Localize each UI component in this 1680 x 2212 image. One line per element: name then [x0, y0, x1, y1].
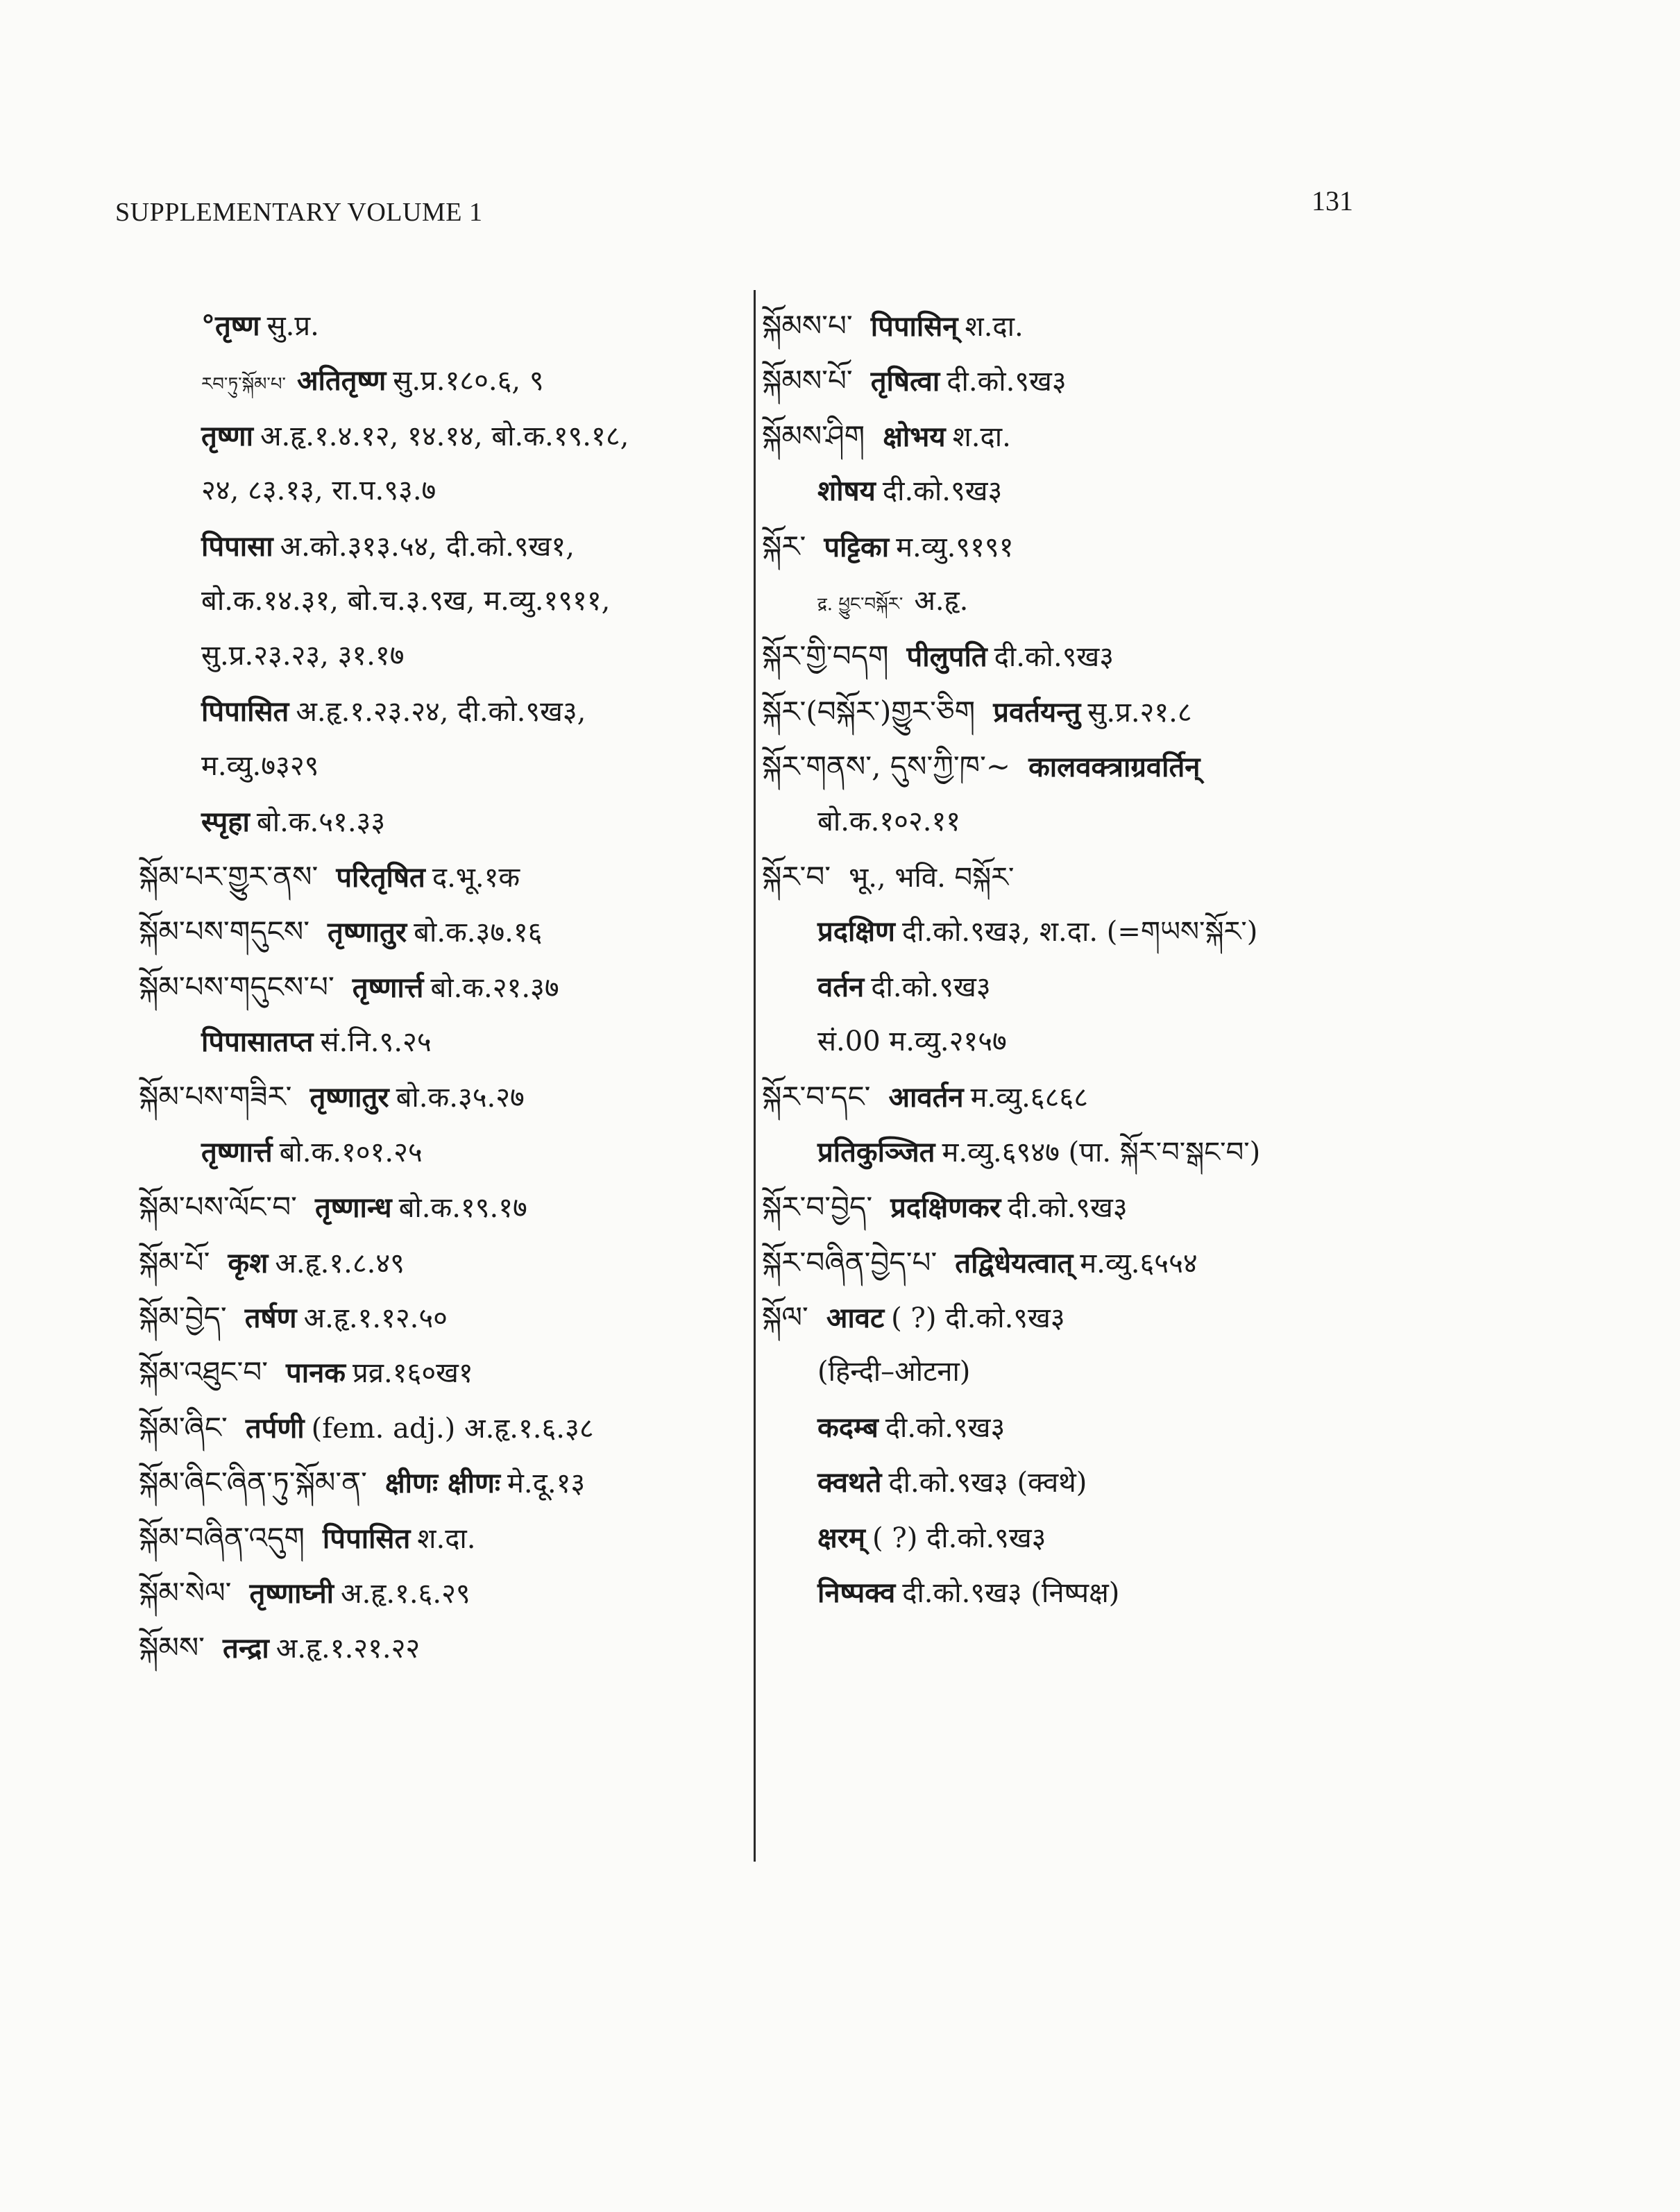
- dictionary-entry-line: [139, 463, 743, 518]
- dictionary-entry-line: [139, 519, 743, 574]
- source-reference: दी.को.९ख३, श.दा. (=གཡས་སྐོར་): [901, 916, 1258, 948]
- sanskrit-headword: पिपासित: [322, 1522, 411, 1555]
- source-reference: सु.प्र.: [266, 310, 319, 342]
- sanskrit-headword: पट्टिका: [824, 530, 890, 563]
- source-reference: म.व्यु.६५५४: [1080, 1247, 1198, 1279]
- source-reference: म.व्यु.९१९१: [896, 531, 1014, 563]
- source-reference: बो.क.३७.१६: [414, 917, 543, 949]
- dictionary-entry-line: [762, 463, 1456, 518]
- sanskrit-headword: पीलुपति: [906, 640, 987, 674]
- tibetan-term-small: རབ་ཏུ་སྐོམ་པ་: [201, 374, 286, 395]
- sanskrit-headword: तर्पणी: [245, 1411, 305, 1445]
- tibetan-term: སྐོམ་པར་གྱུར་ནས་: [139, 859, 319, 894]
- dictionary-entry-line: [762, 1455, 1456, 1510]
- sanskrit-headword: कदम्ब: [817, 1411, 879, 1444]
- source-reference: श.दा.: [952, 420, 1011, 453]
- source-reference: सु.प्र.१८०.६, ९: [393, 365, 544, 398]
- source-reference: श.दा.: [417, 1522, 476, 1555]
- tibetan-term: སྐོམ་པས་གདུངས་པ་: [139, 969, 334, 1004]
- right-column: [762, 298, 1456, 1620]
- dictionary-entry-line: [139, 1345, 743, 1399]
- tibetan-term: སྐོལ་: [762, 1300, 808, 1335]
- source-reference: सं.नि.९.२५: [320, 1026, 432, 1059]
- source-reference: मे.दू.१३: [507, 1467, 586, 1500]
- dictionary-entry-line: [139, 739, 743, 794]
- tibetan-term: སྐོམས་ཤིག: [762, 418, 865, 453]
- source-reference: बो.क.१४.३१, बो.च.३.९ख, म.व्यु.१९११,: [201, 584, 611, 617]
- dictionary-entry-line: [762, 1345, 1456, 1399]
- dictionary-entry-line: [139, 1125, 743, 1180]
- source-reference: बो.क.२१.३७: [430, 971, 559, 1004]
- sanskrit-headword: तृष्णार्त्त: [201, 1135, 273, 1168]
- dictionary-entry-line: [139, 1014, 743, 1069]
- tibetan-term: སྐོམ་པས་ལོང་བ་: [139, 1190, 297, 1225]
- column-divider: [754, 290, 756, 1862]
- tibetan-term: སྐོར་: [762, 529, 806, 563]
- dictionary-entry-line: [139, 1235, 743, 1290]
- tibetan-term: སྐོམ་པས་གདུངས་: [139, 914, 310, 949]
- source-reference: (fem. adj.) अ.हृ.१.६.३८: [311, 1412, 594, 1445]
- dictionary-entry-line: [139, 1180, 743, 1234]
- source-reference: प्रव्र.१६०ख१: [353, 1357, 473, 1390]
- sanskrit-headword: तृष्णा: [201, 419, 253, 452]
- dictionary-entry-line: [762, 1014, 1456, 1069]
- tibetan-term: སྐོམ་པས་གཟིར་: [139, 1080, 292, 1114]
- dictionary-entry-line: [139, 1290, 743, 1345]
- dictionary-entry-line: [139, 629, 743, 683]
- tibetan-term: སྐོར་གནས་, དུས་ཀྱི་ཁ་~: [762, 749, 1011, 784]
- dictionary-entry-line: [762, 849, 1456, 904]
- tibetan-term: སྐོམ་འཐུང་བ་: [139, 1355, 269, 1390]
- tibetan-term: སྐོར་(བསྐོར་)གྱུར་ཅིག: [762, 694, 976, 729]
- source-reference: बो.क.१९.१७: [398, 1192, 527, 1225]
- dictionary-entry-line: [139, 1069, 743, 1124]
- source-reference: द.भू.१क: [432, 861, 520, 894]
- sanskrit-headword: °तृष्ण: [201, 309, 260, 342]
- sanskrit-headword: स्पृहा: [201, 805, 250, 838]
- dictionary-entry-line: [762, 1565, 1456, 1620]
- sanskrit-headword: तृष्णातुर: [328, 916, 407, 949]
- sanskrit-headword: तृष्णार्त्त: [352, 971, 424, 1004]
- source-reference: बो.क.१०१.२५: [279, 1136, 423, 1168]
- tibetan-term: སྐོམ་ཞིང་ཞིན་ཏུ་སྐོམ་ན་: [139, 1465, 367, 1500]
- source-reference: सं.00 म.व्यु.२१५७: [817, 1026, 1007, 1058]
- source-reference: ( ?) दी.को.९ख३: [872, 1522, 1046, 1554]
- dictionary-entry-line: [762, 1235, 1456, 1290]
- dictionary-entry-line: [139, 1565, 743, 1620]
- source-reference: भू., भवि. བསྐོར་: [849, 861, 1015, 894]
- source-reference: दी.को.९ख३: [885, 1411, 1006, 1444]
- sanskrit-headword: अतितृष्ण: [296, 364, 387, 398]
- dictionary-entry-line: [139, 904, 743, 959]
- source-reference: बो.क.३५.२७: [396, 1082, 525, 1114]
- dictionary-entry-line: [762, 794, 1456, 849]
- tibetan-term: སྐོར་བ་བྱེད་: [762, 1190, 873, 1225]
- sanskrit-headword: आवट: [826, 1302, 885, 1335]
- dictionary-entry-line: [139, 1400, 743, 1455]
- source-reference: अ.हृ.१.४.१२, १४.१४, बो.क.१९.१८,: [260, 420, 629, 452]
- sanskrit-headword: तर्षण: [244, 1302, 297, 1335]
- dictionary-entry-line: [139, 794, 743, 849]
- dictionary-entry-line: [139, 1511, 743, 1565]
- source-reference: बो.क.५१.३३: [256, 806, 386, 838]
- tibetan-term: སྐོམ་བྱེད་: [139, 1300, 227, 1335]
- sanskrit-headword: पिपासा: [201, 529, 273, 563]
- sanskrit-headword: प्रदक्षिणकर: [890, 1191, 1001, 1225]
- tibetan-term-small: द्र. ཕྱུང་བསྐོར་: [817, 593, 903, 615]
- source-reference: अ.हृ.१.१२.५०: [303, 1302, 448, 1335]
- sanskrit-headword: कृश: [228, 1246, 269, 1279]
- sanskrit-headword: प्रतिकुञ्जित: [817, 1135, 935, 1168]
- sanskrit-headword: तन्द्रा: [223, 1632, 269, 1665]
- source-reference: श.दा.: [965, 311, 1024, 343]
- tibetan-term: སྐོམ་བཞིན་འདུག: [139, 1520, 305, 1555]
- tibetan-term: སྐོར་གྱི་བདག: [762, 639, 889, 674]
- source-reference: दी.को.९ख३: [871, 971, 991, 1003]
- sanskrit-headword: पानक: [286, 1356, 346, 1390]
- dictionary-entry-line: [139, 298, 743, 353]
- dictionary-entry-line: [139, 684, 743, 739]
- dictionary-entry-line: [762, 1125, 1456, 1180]
- sanskrit-headword: निष्पक्व: [817, 1576, 896, 1609]
- dictionary-entry-line: [762, 904, 1456, 959]
- sanskrit-headword: आवर्तन: [888, 1081, 964, 1114]
- dictionary-entry-line: [762, 519, 1456, 574]
- page-number: 131: [1312, 185, 1353, 216]
- dictionary-entry-line: [762, 298, 1456, 353]
- sanskrit-headword: प्रदक्षिण: [817, 915, 895, 948]
- sanskrit-headword: शोषय: [817, 475, 876, 508]
- dictionary-entry-line: [762, 629, 1456, 683]
- source-reference: ( ?) दी.को.९ख३: [891, 1302, 1065, 1335]
- dictionary-entry-line: [139, 353, 743, 408]
- source-reference: दी.को.९ख३: [1008, 1192, 1128, 1225]
- source-reference: दी.को.९ख३: [994, 641, 1114, 674]
- sanskrit-headword: तृष्णातुर: [309, 1081, 389, 1114]
- tibetan-term: སྐོར་བཞིན་བྱེད་པ་: [762, 1245, 937, 1279]
- sanskrit-headword: तृषित्वा: [870, 365, 940, 398]
- dictionary-entry-line: [762, 1400, 1456, 1455]
- sanskrit-headword: पिपासित: [201, 695, 289, 728]
- source-reference: अ.हृ.: [914, 584, 969, 617]
- tibetan-term: སྐོམ་ཞིང་: [139, 1410, 228, 1445]
- source-reference: अ.हृ.१.२३.२४, दी.को.९ख३,: [296, 695, 586, 728]
- dictionary-entry-line: [762, 960, 1456, 1014]
- tibetan-term: སྐོར་བ་: [762, 859, 831, 894]
- tibetan-term: སྐོར་བ་དང་: [762, 1080, 871, 1114]
- sanskrit-headword: पिपासिन्: [870, 310, 958, 343]
- sanskrit-headword: क्षरम्: [817, 1521, 865, 1554]
- source-reference: म.व्यु.७३२९: [201, 750, 319, 783]
- sanskrit-headword: वर्तन: [817, 970, 865, 1003]
- source-reference: अ.हृ.१.६.२९: [341, 1577, 470, 1610]
- source-reference: म.व्यु.६८६८: [970, 1082, 1089, 1114]
- source-reference: दी.को.९ख३ (क्वथे): [888, 1467, 1087, 1499]
- dictionary-entry-line: [762, 353, 1456, 408]
- dictionary-entry-line: [139, 409, 743, 463]
- tibetan-term: སྐོམ་སེལ་: [139, 1575, 232, 1610]
- sanskrit-headword: प्रवर्तयन्तु: [993, 695, 1081, 729]
- source-reference: दी.को.९ख३ (निष्पक्ष): [902, 1576, 1120, 1609]
- source-reference: अ.हृ.१.२१.२२: [275, 1633, 421, 1665]
- dictionary-entry-line: [139, 1455, 743, 1510]
- dictionary-entry-line: [762, 684, 1456, 739]
- source-reference: म.व्यु.६९४७ (पा. སྐོར་བ་སྒང་བ་): [942, 1136, 1261, 1168]
- dictionary-entry-line: [762, 1180, 1456, 1234]
- tibetan-term: སྐོམས་པོ་: [762, 364, 853, 398]
- source-reference: दी.को.९ख३: [882, 475, 1003, 508]
- dictionary-entry-line: [762, 1069, 1456, 1124]
- sanskrit-headword: तृष्णाघ्नी: [249, 1576, 334, 1610]
- dictionary-entry-line: [139, 849, 743, 904]
- dictionary-entry-line: [139, 1620, 743, 1675]
- tibetan-term: སྐོམས་པ་: [762, 309, 853, 343]
- sanskrit-headword: क्षीणः क्षीणः: [385, 1467, 501, 1500]
- running-title: SUPPLEMENTARY VOLUME 1: [115, 198, 483, 227]
- source-reference: सु.प्र.२३.२३, ३१.१७: [201, 640, 405, 672]
- source-reference: अ.हृ.१.८.४९: [275, 1247, 405, 1279]
- sanskrit-headword: तद्विधेयत्वात्: [955, 1246, 1074, 1279]
- sanskrit-headword: क्वथते: [817, 1466, 882, 1499]
- source-reference: दी.को.९ख३: [947, 366, 1067, 398]
- tibetan-term: སྐོམས་: [139, 1631, 205, 1665]
- sanskrit-headword: कालवक्त्राग्रवर्तिन्: [1028, 751, 1200, 784]
- dictionary-entry-line: [762, 574, 1456, 629]
- sanskrit-headword: क्षोभय: [883, 420, 946, 453]
- dictionary-entry-line: [762, 1511, 1456, 1565]
- sanskrit-headword: तृष्णान्ध: [314, 1191, 392, 1225]
- source-reference: अ.को.३१३.५४, दी.को.९ख१,: [280, 530, 575, 563]
- dictionary-entry-line: [762, 739, 1456, 794]
- dictionary-entry-line: [139, 960, 743, 1014]
- sanskrit-headword: पिपासातप्त: [201, 1026, 314, 1059]
- dictionary-entry-line: [762, 1290, 1456, 1345]
- dictionary-entry-line: [139, 574, 743, 629]
- source-reference: २४, ८३.१३, रा.प.९३.७: [201, 475, 436, 507]
- left-column: [139, 298, 743, 1676]
- tibetan-term: སྐོམ་པོ་: [139, 1245, 210, 1279]
- source-reference: (हिन्दी–ओटना): [817, 1356, 971, 1388]
- sanskrit-headword: परितृषित: [336, 860, 425, 894]
- source-reference: सु.प्र.२१.८: [1087, 696, 1192, 729]
- source-reference: बो.क.१०२.११: [817, 805, 961, 837]
- dictionary-entry-line: [762, 409, 1456, 463]
